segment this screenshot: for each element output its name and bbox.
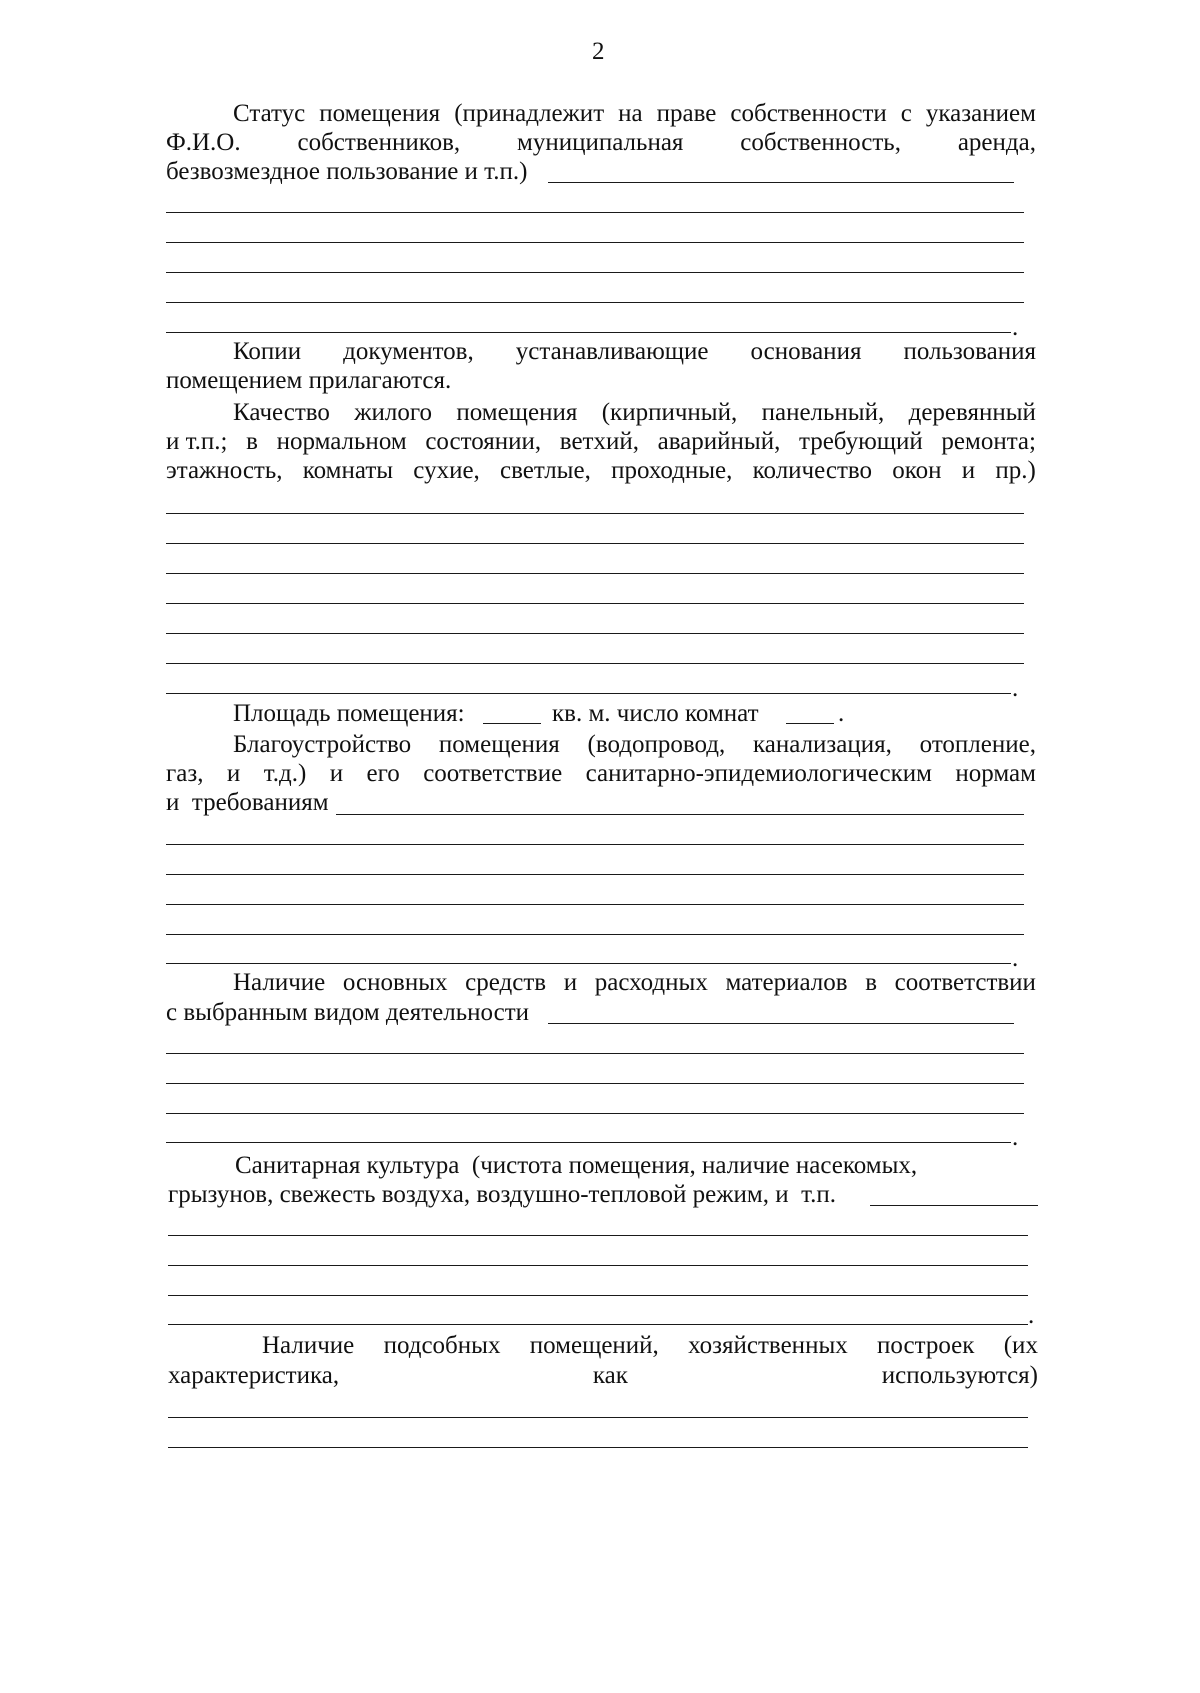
- word: указанием: [925, 100, 1036, 127]
- docs-line-2: помещением прилагаются.: [166, 367, 452, 394]
- word: на: [618, 100, 643, 127]
- word: Наличие: [233, 969, 326, 996]
- word: состоянии,: [425, 428, 542, 455]
- assets-answer-line[interactable]: [166, 1083, 1024, 1084]
- word: его: [366, 760, 400, 787]
- word: пользования: [903, 338, 1036, 365]
- word: основных: [342, 969, 448, 996]
- word: устанавливающие: [515, 338, 709, 365]
- word: светлые,: [500, 457, 591, 484]
- status-end-period: .: [1012, 314, 1019, 341]
- word: в: [865, 969, 878, 996]
- area-label: Площадь помещения:: [233, 700, 465, 727]
- word: пр.): [995, 457, 1036, 484]
- word: соответствие: [423, 760, 563, 787]
- status-answer-line[interactable]: [166, 332, 1011, 333]
- word: панельный,: [761, 399, 885, 426]
- word: Копии: [233, 338, 302, 365]
- auxiliary-answer-line[interactable]: [168, 1417, 1028, 1418]
- amenities-answer-line[interactable]: [336, 814, 1024, 815]
- word: аварийный,: [657, 428, 781, 455]
- word: Ф.И.О.: [166, 129, 241, 156]
- assets-answer-line[interactable]: [548, 1023, 1014, 1024]
- page-number: 2: [592, 38, 605, 65]
- word: помещения: [319, 100, 441, 127]
- word: и т.п.;: [166, 428, 228, 455]
- word: ветхий,: [559, 428, 639, 455]
- status-answer-line[interactable]: [166, 272, 1024, 273]
- assets-line-2: с выбранным видом деятельности: [166, 999, 530, 1026]
- word: комнаты: [302, 457, 394, 484]
- sanitary-answer-line[interactable]: [870, 1205, 1038, 1206]
- assets-end-period: .: [1012, 1124, 1019, 1151]
- quality-answer-line[interactable]: [166, 633, 1024, 634]
- word: собственность,: [740, 129, 901, 156]
- area-end-period: .: [838, 700, 845, 727]
- amenities-answer-line[interactable]: [166, 963, 1011, 964]
- status-line-1: [233, 98, 1036, 130]
- sanitary-answer-line[interactable]: [168, 1324, 1028, 1325]
- word: канализация,: [753, 731, 892, 758]
- rooms-count-field[interactable]: [786, 723, 834, 724]
- status-line-3: безвозмездное пользование и т.п.): [166, 158, 528, 185]
- sanitary-end-period: .: [1028, 1302, 1035, 1329]
- word: расходных: [594, 969, 708, 996]
- status-answer-line[interactable]: [166, 242, 1024, 243]
- status-answer-line[interactable]: [166, 212, 1024, 213]
- word: окон: [892, 457, 942, 484]
- word: Качество: [233, 399, 330, 426]
- word: аренда,: [957, 129, 1036, 156]
- word: санитарно-эпидемиологическим: [585, 760, 932, 787]
- word: проходные,: [611, 457, 733, 484]
- word: собственности: [730, 100, 887, 127]
- quality-answer-line[interactable]: [166, 573, 1024, 574]
- word: и: [961, 457, 976, 484]
- amenities-answer-line[interactable]: [166, 844, 1024, 845]
- sanitary-answer-line[interactable]: [168, 1235, 1028, 1236]
- word: нормальном: [276, 428, 407, 455]
- word: газ,: [166, 760, 204, 787]
- quality-answer-line[interactable]: [166, 603, 1024, 604]
- word: основания: [750, 338, 862, 365]
- assets-answer-line[interactable]: [166, 1053, 1024, 1054]
- assets-answer-line[interactable]: [166, 1142, 1011, 1143]
- word: помещений,: [529, 1332, 659, 1359]
- word: характеристика,: [168, 1362, 340, 1389]
- word: (принадлежит: [454, 100, 605, 127]
- word: и: [563, 969, 578, 996]
- word: собственников,: [297, 129, 461, 156]
- amenities-line-3: и требованиям: [166, 789, 329, 816]
- word: жилого: [354, 399, 433, 426]
- word: и: [329, 760, 344, 787]
- word: и: [226, 760, 241, 787]
- sanitary-answer-line[interactable]: [168, 1295, 1028, 1296]
- word: как: [592, 1362, 628, 1389]
- docs-line-1: [233, 336, 1036, 368]
- word: построек: [877, 1332, 975, 1359]
- amenities-answer-line[interactable]: [166, 934, 1024, 935]
- word: сухие,: [413, 457, 480, 484]
- word: деревянный: [908, 399, 1036, 426]
- word: Благоустройство: [233, 731, 412, 758]
- amenities-line-2: [166, 758, 1036, 790]
- word: помещения: [438, 731, 560, 758]
- amenities-end-period: .: [1012, 945, 1019, 972]
- quality-line-1: [233, 397, 1036, 429]
- status-line-2: [166, 127, 1036, 159]
- status-answer-line[interactable]: [548, 182, 1014, 183]
- word: с: [900, 100, 912, 127]
- sanitary-answer-line[interactable]: [168, 1265, 1028, 1266]
- auxiliary-line-2: [168, 1360, 1038, 1392]
- word: требующий: [798, 428, 923, 455]
- assets-line-1: [233, 967, 1036, 999]
- word: подсобных: [383, 1332, 501, 1359]
- word: количество: [752, 457, 873, 484]
- word: средств: [465, 969, 547, 996]
- word: этажность,: [166, 457, 283, 484]
- status-answer-line[interactable]: [166, 302, 1024, 303]
- area-field[interactable]: [483, 723, 541, 724]
- word: праве: [656, 100, 717, 127]
- word: Статус: [233, 100, 306, 127]
- amenities-line-1: [233, 729, 1036, 761]
- quality-answer-line[interactable]: [166, 513, 1024, 514]
- word: используются): [881, 1362, 1038, 1389]
- word: хозяйственных: [688, 1332, 848, 1359]
- quality-end-period: .: [1012, 675, 1019, 702]
- auxiliary-answer-line[interactable]: [168, 1447, 1028, 1448]
- quality-answer-line[interactable]: [166, 663, 1024, 664]
- word: нормам: [955, 760, 1036, 787]
- word: ремонта;: [941, 428, 1036, 455]
- word: отопление,: [919, 731, 1036, 758]
- quality-line-3: [166, 455, 1036, 487]
- word: (водопровод,: [587, 731, 726, 758]
- word: соответствии: [894, 969, 1036, 996]
- word: т.д.): [263, 760, 307, 787]
- auxiliary-line-1: [262, 1330, 1038, 1362]
- word: помещения: [456, 399, 578, 426]
- amenities-answer-line[interactable]: [166, 904, 1024, 905]
- amenities-answer-line[interactable]: [166, 874, 1024, 875]
- sanitary-line-1: Санитарная культура (чистота помещения, наличие насекомых,: [235, 1152, 918, 1179]
- word: материалов: [725, 969, 848, 996]
- sanitary-line-2: грызунов, свежесть воздуха, воздушно-тепловой режим, и т.п.: [168, 1181, 837, 1208]
- quality-answer-line[interactable]: [166, 543, 1024, 544]
- word: (кирпичный,: [601, 399, 738, 426]
- word: муниципальная: [517, 129, 684, 156]
- assets-answer-line[interactable]: [166, 1113, 1024, 1114]
- word: документов,: [343, 338, 474, 365]
- quality-line-2: [166, 426, 1036, 458]
- quality-answer-line[interactable]: [166, 693, 1011, 694]
- word: в: [246, 428, 258, 455]
- word: (их: [1003, 1332, 1038, 1359]
- area-unit-rooms-label: кв. м. число комнат: [552, 700, 759, 727]
- word: Наличие: [262, 1332, 355, 1359]
